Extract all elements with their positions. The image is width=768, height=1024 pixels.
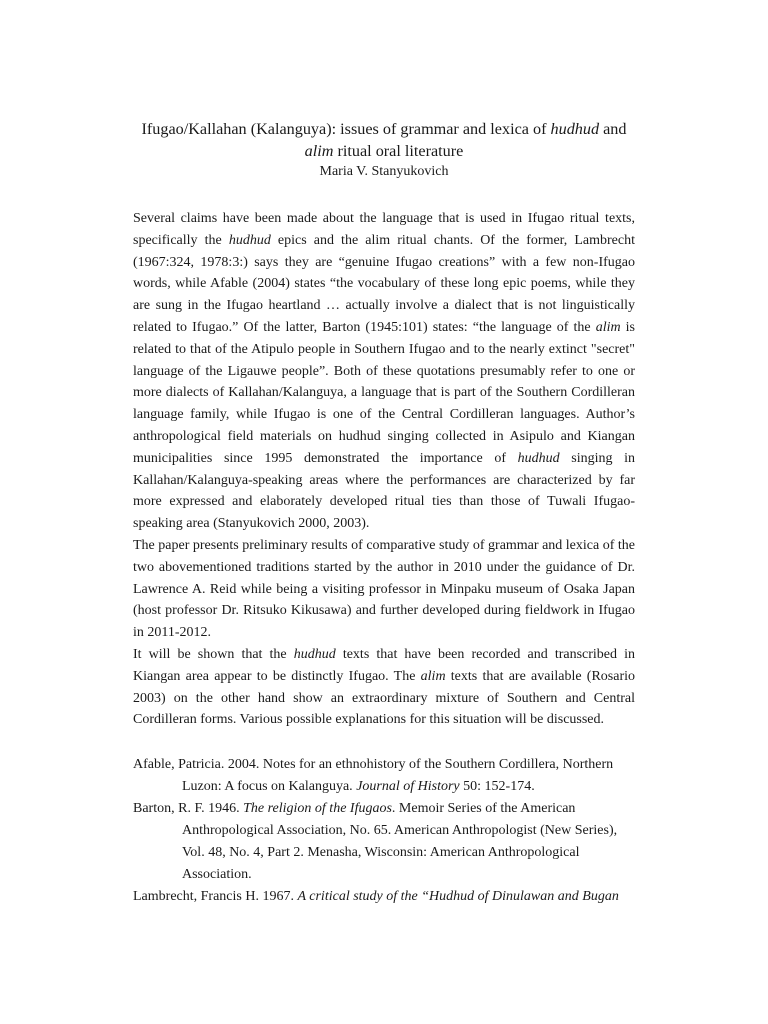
text-run: Several claims have been made about the language that is used in Ifugao ritual texts, specifically the bbox=[133, 211, 635, 248]
abstract-paragraph-2: The paper presents preliminary results of comparative study of grammar and lexica of the two abovementioned traditions started by the author in 2010 under the guidance of Dr. Lawrence A. Reid while being a visiting professor in Minpaku museum of Osaka Japan (host professor Dr. Ritsuko Kikusawa) and further developed during fieldwork in Ifugao in 2011-2012. bbox=[133, 537, 635, 641]
text-run: . Memoir Series of the American Anthropological Association, No. 65. American Anthropologist (New Series), Vol. 48, No. 4, Part 2. Menasha, Wisconsin: American Anthropological Association. bbox=[182, 801, 618, 883]
references-list bbox=[133, 754, 635, 908]
text-run: epics and the alim ritual chants. Of the former, Lambrecht (1967:324, 1978:3:) says they are “genuine Ifugao creations” with a few non-Ifugao words, while Afable (2004) states “the vocabulary of these long epic poems, while they are sung in the Ifugao heartland … actually involve a dialect that is not linguistically related to Ifugao.” Of the latter, Barton (1945:101) states: “the language of the bbox=[133, 232, 635, 335]
text-run: 50: 152-174. bbox=[459, 779, 535, 795]
title-text: Ifugao/Kallahan (Kalanguya): issues of grammar and lexica of bbox=[141, 120, 551, 138]
title-alim: alim bbox=[304, 142, 334, 160]
text-run: Lambrecht, Francis H. 1967. bbox=[133, 889, 298, 905]
reference-item bbox=[133, 754, 635, 798]
text-run: It will be shown that the bbox=[133, 646, 294, 662]
abstract bbox=[133, 208, 635, 731]
text-run: texts that are available (Rosario 2003) on the other hand show an extraordinary mixture of Southern and Central Cordilleran forms. Various possible explanations for this situation will be discussed. bbox=[133, 668, 635, 728]
reference-item bbox=[133, 886, 635, 908]
author-name: Maria V. Stanyukovich bbox=[319, 164, 449, 179]
italic-term: hudhud bbox=[517, 450, 560, 466]
text-run: Afable, Patricia. 2004. Notes for an ethnohistory of the Southern Cordillera, Northern Luzon: A focus on Kalanguya. bbox=[133, 757, 614, 795]
title-hudhud: hudhud bbox=[550, 120, 600, 138]
italic-title: Journal of History bbox=[356, 779, 460, 795]
italic-term: alim bbox=[595, 319, 621, 335]
abstract-paragraph-1 bbox=[133, 208, 635, 535]
text-run: singing in Kallahan/Kalanguya-speaking areas where the performances are characterized by far more expressed and elaborately developed ritual ties than those of Tuwali Ifugao-speaking area (Stanyukovich 2000, 2003). bbox=[133, 450, 635, 532]
text-run: is related to that of the Atipulo people in Southern Ifugao and to the nearly extinct "secret" language of the Ligauwe people”. Both of these quotations presumably refer to one or more dialects of Kallahan/Kalanguya, a language that is part of the Southern Cordilleran language family, while Ifugao is one of the Central Cordilleran languages. Author’s anthropological field materials on hudhud singing collected in Asipulo and Kiangan municipalities since 1995 demonstrated the importance of bbox=[133, 319, 635, 466]
reference-item bbox=[133, 798, 635, 886]
title-text: ritual oral literature bbox=[333, 142, 464, 160]
italic-term: alim bbox=[420, 668, 446, 684]
italic-title: The religion of the Ifugaos bbox=[243, 801, 392, 817]
italic-term: hudhud bbox=[228, 232, 271, 248]
abstract-paragraph-3 bbox=[133, 644, 635, 731]
text-run: texts that have been recorded and transcribed in Kiangan area appear to be distinctly Ifugao. The bbox=[133, 646, 635, 684]
title-text: and bbox=[599, 120, 627, 138]
italic-term: hudhud bbox=[293, 646, 336, 662]
text-run: Barton, R. F. 1946. bbox=[133, 801, 244, 817]
paper-title bbox=[133, 118, 635, 162]
document-page bbox=[133, 118, 635, 908]
italic-title: A critical study of the “Hudhud of Dinulawan and Bugan bbox=[297, 889, 619, 905]
